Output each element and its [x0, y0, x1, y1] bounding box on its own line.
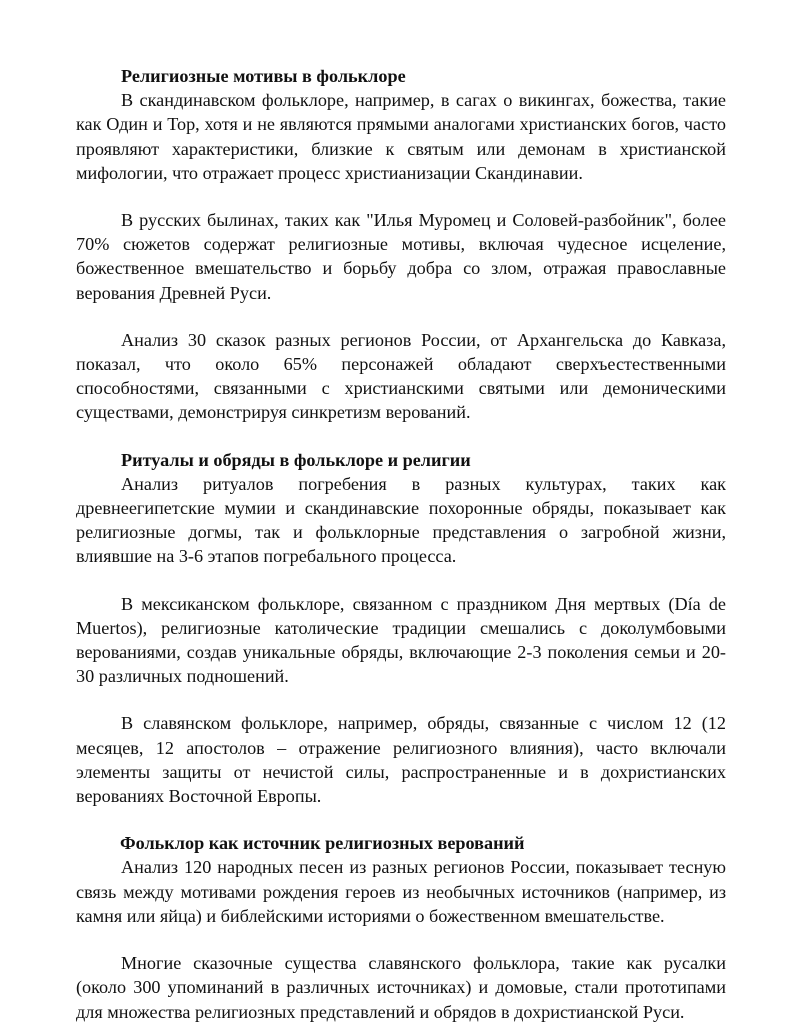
- paragraph-scandinavian-sagas: В скандинавском фольклоре, например, в сагах о викингах, божества, такие как Один и Тор, хотя и не являются прямыми аналогами христианских богов, часто проявляют характеристики, близкие к святым или демонам в христианской мифологии, что отражает процесс христианизации Скандинавии.: [76, 90, 726, 183]
- paragraph-slavic-number-twelve: В славянском фольклоре, например, обряды, связанные с числом 12 (12 месяцев, 12 апостолов – отражение религиозного влияния), часто включали элементы защиты от нечистой силы, распространенные и в дохристианских верованиях Восточной Европы.: [76, 713, 726, 807]
- document-page: [76, 64, 726, 1024]
- section-heading-rituals: Ритуалы и обряды в фольклоре и религии: [121, 449, 471, 470]
- paragraph-burial-rituals: Анализ ритуалов погребения в разных культурах, таких как древнеегипетские мумии и скандинавские похоронные обряды, показывает как религиозные догмы, так и фольклорные представления о загробной жизни, влиявшие на 3-6 этапов погребального процесса.: [76, 473, 726, 567]
- paragraph-slavic-creatures: Многие сказочные существа славянского фольклора, такие как русалки (около 300 упоминаний в различных источниках) и домовые, стали прототипами для множества религиозных представлений и обрядов в дохристианской Руси.: [76, 953, 726, 1022]
- paragraph-dia-de-muertos: В мексиканском фольклоре, связанном с праздником Дня мертвых (Día de Muertos), религиозные католические традиции смешались с доколумбовыми верованиями, создав уникальные обряды, включающие 2-3 поколения семьи и 20-30 различных подношений.: [76, 593, 726, 687]
- paragraph-russian-bylinas: В русских былинах, таких как "Илья Муромец и Соловей-разбойник", более 70% сюжетов содержат религиозные мотивы, включая чудесное исцеление, божественное вмешательство и борьбу добра со злом, отражая православные верования Древней Руси.: [76, 210, 726, 303]
- paragraph-fairy-tales-analysis: Анализ 30 сказок разных регионов России, от Архангельска до Кавказа, показал, что около 65% персонажей обладают сверхъестественными способностями, связанными с христианскими святыми или демоническими существами, демонстрируя синкретизм верований.: [76, 329, 726, 423]
- section-heading-religious-motifs: Религиозные мотивы в фольклоре: [121, 66, 406, 86]
- paragraph-folk-songs: Анализ 120 народных песен из разных регионов России, показывает тесную связь между мотивами рождения героев из необычных источников (например, из камня или яйца) и библейскими историями о божественном вмешательстве.: [76, 857, 726, 926]
- section-heading-folklore-source: Фольклор как источник религиозных верований: [120, 833, 525, 854]
